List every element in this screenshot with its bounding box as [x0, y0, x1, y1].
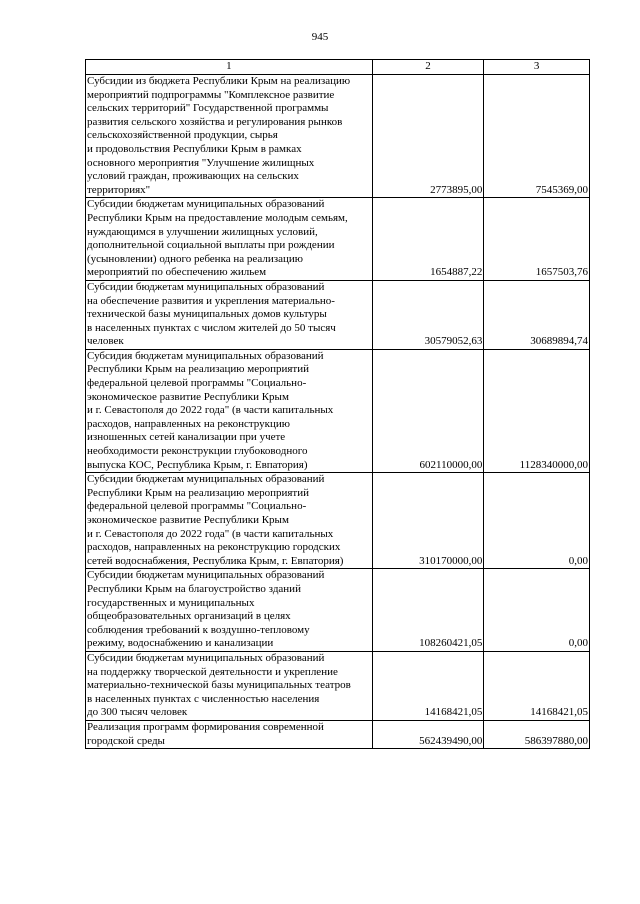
- description-line: экономическое развитие Республики Крым: [87, 514, 289, 526]
- amount-column-2: 602110000,00: [372, 349, 484, 472]
- description-line: расходов, направленных на реконструкцию городских: [87, 541, 341, 554]
- table-row: [86, 349, 590, 472]
- description-line: мероприятий подпрограммы "Комплексное развитие: [87, 88, 335, 101]
- description-line: Субсидии бюджетам муниципальных образований: [87, 280, 325, 293]
- description-line: человек: [87, 335, 124, 348]
- amount-column-2: 108260421,05: [372, 569, 484, 652]
- table-row: [86, 198, 590, 281]
- description-line: на обеспечение развития и укрепления материально-: [87, 294, 335, 307]
- amount-column-2: 562439490,00: [372, 720, 484, 748]
- row-description: [86, 473, 373, 569]
- row-description: [86, 280, 373, 349]
- description-line: основного мероприятия "Улучшение жилищных: [87, 156, 315, 169]
- description-line: федеральной целевой программы "Социально-: [87, 500, 307, 513]
- table-row: [86, 473, 590, 569]
- description-line: и г. Севастополя до 2022 года" (в части капитальных: [87, 404, 334, 417]
- amount-column-3: 30689894,74: [484, 280, 590, 349]
- description-line: Реализация программ формирования современной: [87, 720, 324, 733]
- description-line: расходов, направленных на реконструкцию: [87, 417, 290, 430]
- description-line: дополнительной социальной выплаты при рождении: [87, 239, 335, 252]
- description-line: необходимости реконструкции глубоководного: [87, 445, 308, 458]
- description-line: и продовольствия Республики Крым в рамках: [87, 142, 302, 155]
- description-line: в населенных пунктах с численностью населения: [87, 692, 320, 705]
- description-line: условий граждан, проживающих на сельских: [87, 170, 299, 183]
- description-line: экономическое развитие Республики Крым: [87, 390, 289, 403]
- description-line: технической базы муниципальных домов культуры: [87, 308, 327, 321]
- amount-column-3: 0,00: [484, 473, 590, 569]
- description-line: сетей водоснабжения, Республика Крым, г. Евпатория): [87, 554, 344, 567]
- description-line: федеральной целевой программы "Социально-: [87, 377, 307, 390]
- description-line: режиму, водоснабжению и канализации: [87, 637, 274, 650]
- column-header-2: 2: [372, 60, 484, 75]
- description-line: Субсидии бюджетам муниципальных образований: [87, 198, 325, 211]
- row-description: [86, 349, 373, 472]
- description-line: мероприятий по обеспечению жильем: [87, 266, 267, 279]
- budget-table: [85, 59, 590, 749]
- amount-column-3: 14168421,05: [484, 651, 590, 720]
- description-line: изношенных сетей канализации при учете: [87, 431, 286, 444]
- table-body: [86, 75, 590, 749]
- description-line: сельскохозяйственной продукции, сырья: [87, 129, 278, 142]
- description-line: нуждающимся в улучшении жилищных условий,: [87, 225, 318, 238]
- column-header-3: 3: [484, 60, 590, 75]
- description-line: развития сельского хозяйства и регулирования рынков: [87, 115, 343, 128]
- description-line: Республики Крым на благоустройство зданий: [87, 582, 301, 595]
- table-row: [86, 75, 590, 198]
- amount-column-3: 7545369,00: [484, 75, 590, 198]
- description-line: сельских территорий" Государственной программы: [87, 102, 329, 115]
- amount-column-2: 1654887,22: [372, 198, 484, 281]
- row-description: [86, 75, 373, 198]
- table-row: [86, 651, 590, 720]
- table-row: [86, 569, 590, 652]
- amount-column-2: 14168421,05: [372, 651, 484, 720]
- description-line: и г. Севастополя до 2022 года" (в части капитальных: [87, 527, 334, 540]
- description-line: до 300 тысяч человек: [87, 706, 188, 719]
- row-description: [86, 198, 373, 281]
- table-header-row: [86, 60, 590, 75]
- description-line: Субсидии бюджетам муниципальных образований: [87, 651, 325, 664]
- column-header-1: 1: [86, 60, 373, 75]
- table-row: [86, 720, 590, 748]
- description-line: государственных и муниципальных: [87, 596, 255, 609]
- amount-column-2: 2773895,00: [372, 75, 484, 198]
- description-line: соблюдения требований к воздушно-тепловому: [87, 623, 310, 636]
- description-line: в населенных пунктах с числом жителей до 50 тысяч: [87, 321, 336, 334]
- row-description: [86, 569, 373, 652]
- description-line: Субсидии бюджетам муниципальных образований: [87, 473, 325, 486]
- description-line: (усыновлении) одного ребенка на реализацию: [87, 252, 303, 265]
- page-number: 945: [311, 31, 329, 43]
- description-line: Республики Крым на предоставление молодым семьям,: [87, 211, 348, 224]
- description-line: общеобразовательных организаций в целях: [87, 610, 291, 623]
- amount-column-3: 586397880,00: [484, 720, 590, 748]
- description-line: Субсидия бюджетам муниципальных образований: [87, 349, 324, 362]
- row-description: [86, 720, 373, 748]
- description-line: на поддержку творческой деятельности и укрепление: [87, 665, 338, 678]
- amount-column-2: 30579052,63: [372, 280, 484, 349]
- description-line: Субсидии из бюджета Республики Крым на реализацию: [87, 75, 351, 87]
- description-line: территориях": [87, 183, 151, 196]
- row-description: [86, 651, 373, 720]
- description-line: материально-технической базы муниципальных театров: [87, 679, 351, 692]
- amount-column-3: 1657503,76: [484, 198, 590, 281]
- description-line: выпуска КОС, Республика Крым, г. Евпатория): [87, 458, 308, 471]
- amount-column-2: 310170000,00: [372, 473, 484, 569]
- description-line: Субсидии бюджетам муниципальных образований: [87, 569, 325, 582]
- description-line: Республики Крым на реализацию мероприятий: [87, 486, 309, 499]
- amount-column-3: 0,00: [484, 569, 590, 652]
- amount-column-3: 1128340000,00: [484, 349, 590, 472]
- table-row: [86, 280, 590, 349]
- description-line: Республики Крым на реализацию мероприятий: [87, 363, 309, 376]
- description-line: городской среды: [87, 734, 165, 747]
